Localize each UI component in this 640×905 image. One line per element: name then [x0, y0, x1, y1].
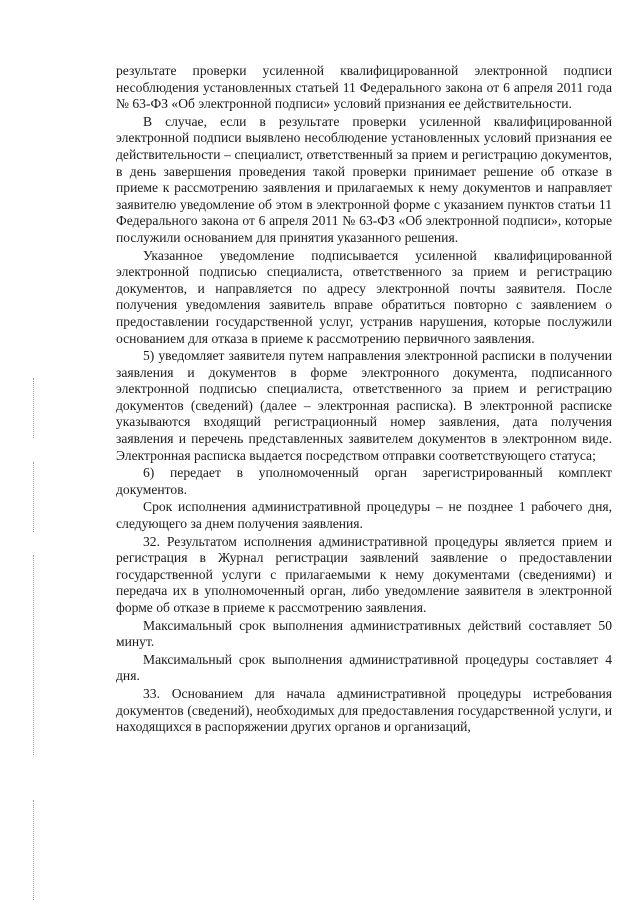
paragraph: 33. Основанием для начала административной процедуры истребования документов (сведений), необходимых для предоставления государственной услуги, и находящихся в распоряжении других органов и организаций, [116, 685, 612, 735]
margin-scan-line [33, 555, 34, 755]
margin-scan-line [33, 378, 34, 438]
paragraph: 5) уведомляет заявителя путем направления электронной расписки в получении заявления и документов в форме электронного документа, подписанного электронной подписью специалиста, ответственного за прием и регистрацию документов (сведений) (далее – электронная расписка). В электронной расписке указываются входящий регистрационный номер заявления, дата получения заявления и перечень представленных заявителем документов в электронном виде. Электронная расписка выдается посредством отправки соответствующего статуса; [116, 348, 612, 463]
paragraph: Срок исполнения административной процедуры – не позднее 1 рабочего дня, следующего за днем получения заявления. [116, 499, 612, 532]
paragraph: Указанное уведомление подписывается усиленной квалифицированной электронной подписью специалиста, ответственного за прием и регистрацию документов, и направляется по адресу электронной почты заявителя. После получения уведомления заявитель вправе обратиться повторно с заявлением о предоставлении государственной услуг, устранив нарушения, которые послужили основанием для отказа в приеме к рассмотрению первичного заявления. [116, 247, 612, 346]
paragraph: Максимальный срок выполнения административной процедуры составляет 4 дня. [116, 651, 612, 684]
document-body [116, 63, 612, 737]
paragraph: В случае, если в результате проверки усиленной квалифицированной электронной подписи выявлено несоблюдение установленных условий признания ее действительности – специалист, ответственный за прием и регистрацию документов, в день завершения проведения такой проверки принимает решение об отказе в приеме к рассмотрению заявления и прилагаемых к нему документов и направляет заявителю уведомление об этом в электронной форме с указанием пунктов статьи 11 Федерального закона от 6 апреля 2011 № 63-ФЗ «Об электронной подписи», которые послужили основанием для принятия указанного решения. [116, 113, 612, 245]
paragraph-continuation: результате проверки усиленной квалифицированной электронной подписи несоблюдения установленных статьей 11 Федерального закона от 6 апреля 2011 года № 63-ФЗ «Об электронной подписи» условий признания ее действительности. [116, 63, 612, 112]
paragraph: 32. Результатом исполнения административной процедуры является прием и регистрация в Журнал регистрации заявлений заявление о предоставлении государственной услуги с прилагаемыми к нему документами (сведениями) и передача их в уполномоченный орган, либо уведомление заявителя в электронной форме об отказе в приеме к рассмотрению заявления. [116, 533, 612, 615]
paragraph: 6) передает в уполномоченный орган зарегистрированный комплект документов. [116, 465, 612, 497]
paragraph: Максимальный срок выполнения административных действий составляет 50 минут. [116, 617, 612, 650]
margin-scan-line [33, 800, 34, 900]
margin-scan-line [33, 462, 34, 532]
